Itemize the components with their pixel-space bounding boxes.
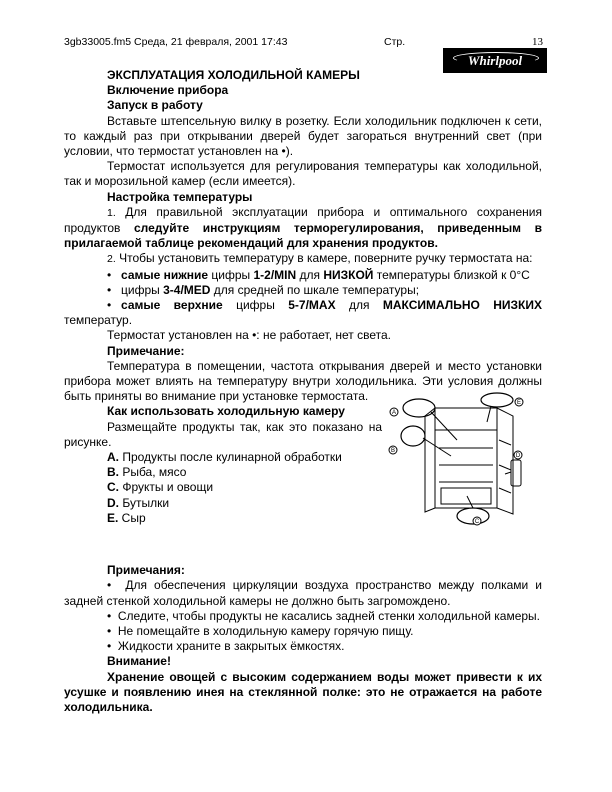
note-bullet-1: • Для обеспечения циркуляции воздуха пространство между полками и задней стенкой холодильной камеры не должно быть загромождено. xyxy=(64,578,542,608)
note-title: Примечание: xyxy=(107,343,185,358)
list-item: A. Продукты после кулинарной обработки xyxy=(107,450,342,465)
label-d: D xyxy=(515,453,521,459)
fish-meat xyxy=(401,426,425,446)
header-page-label: Стр. xyxy=(384,36,406,48)
subheading-power-on: Включение прибора xyxy=(107,83,229,98)
bullet-icon: • xyxy=(107,282,112,297)
subheading-usage: Как использовать холодильную камеру xyxy=(107,404,345,419)
bullet-icon: • xyxy=(107,298,112,313)
step-1: 1. Для правильной эксплуатации прибора и оптимального сохранения продуктов следуйте инструкциям терморегулирования, приведенным в прилагаемой таблице рекомендаций для хранения продуктов. xyxy=(64,204,542,251)
paragraph-plug: Вставьте штепсельную вилку в розетку. Если холодильник подключен к сети, то каждый раз при открывании дверей будет загораться внутренний свет (при условии, что термостат установлен на •). xyxy=(64,113,542,159)
bullet-medium: • цифры 3-4/MED для средней по шкале температуры; xyxy=(107,282,420,297)
paragraph-thermostat: Термостат используется для регулирования температуры как холодильной, так и морозильной камер (если имеется). xyxy=(64,159,542,189)
warning-title: Внимание! xyxy=(107,654,171,669)
fridge-illustration xyxy=(387,390,527,527)
subheading-temperature: Настройка температуры xyxy=(107,189,253,204)
crisper-drawer xyxy=(441,488,491,504)
list-item: C. Фрукты и овощи xyxy=(107,480,214,495)
label-e: E xyxy=(516,400,522,406)
note-bullet-4: • Жидкости храните в закрытых ёмкостях. xyxy=(107,639,345,654)
header-file-info: 3gb33005.fm5 Среда, 21 февраля, 2001 17:43 xyxy=(64,36,288,48)
list-item: E. Сыр xyxy=(107,510,146,525)
step-2: 2. Чтобы установить температуру в камере, поверните ручку термостата на: xyxy=(107,251,533,266)
fridge-door xyxy=(497,408,513,514)
list-item: D. Бутылки xyxy=(107,495,170,510)
fridge-body xyxy=(435,408,497,508)
usage-text: Размещайте продукты так, как это показано на рисунке. xyxy=(64,419,382,449)
note-bullet-2: • Следите, чтобы продукты не касались задней стенки холодильной камеры. xyxy=(107,608,541,623)
bullet-low: • самые нижние цифры 1-2/MIN для НИЗКОЙ температуры близкой к 0°C xyxy=(107,267,530,282)
section-title: ЭКСПЛУАТАЦИЯ ХОЛОДИЛЬНОЙ КАМЕРЫ xyxy=(107,68,360,82)
warning-text: Хранение овощей с высоким содержанием воды может привести к их усушке и появлению инея на стеклянной полке: это не отражается на работе холодильника. xyxy=(64,669,542,714)
note-bullet-3: • Не помещайте в холодильную камеру горячую пищу. xyxy=(107,623,414,638)
subheading-start: Запуск в работу xyxy=(107,98,203,113)
list-item: B. Рыба, мясо xyxy=(107,465,187,480)
fridge-left-panel xyxy=(425,408,435,512)
label-c: C xyxy=(474,519,480,525)
logo-text: Whirlpool xyxy=(467,52,523,68)
header-page-number: 13 xyxy=(532,36,543,48)
label-b: B xyxy=(390,448,396,454)
paragraph-off: Термостат установлен на •: не работает, нет света. xyxy=(107,328,391,343)
label-a: A xyxy=(391,410,397,416)
notes-title: Примечания: xyxy=(107,563,185,578)
cheese xyxy=(481,393,513,407)
bullet-icon: • xyxy=(107,267,112,282)
bullet-high: • самые верхние цифры 5-7/MAX для МАКСИМАЛЬНО НИЗКИХ температур. xyxy=(64,298,542,328)
note-text: Температура в помещении, частота открывания дверей и место установки прибора может влиять на температуру внутри холодильника. Эти условия должны быть приняты во внимание при установке термостата. xyxy=(64,358,542,404)
cooked-food xyxy=(403,399,435,417)
